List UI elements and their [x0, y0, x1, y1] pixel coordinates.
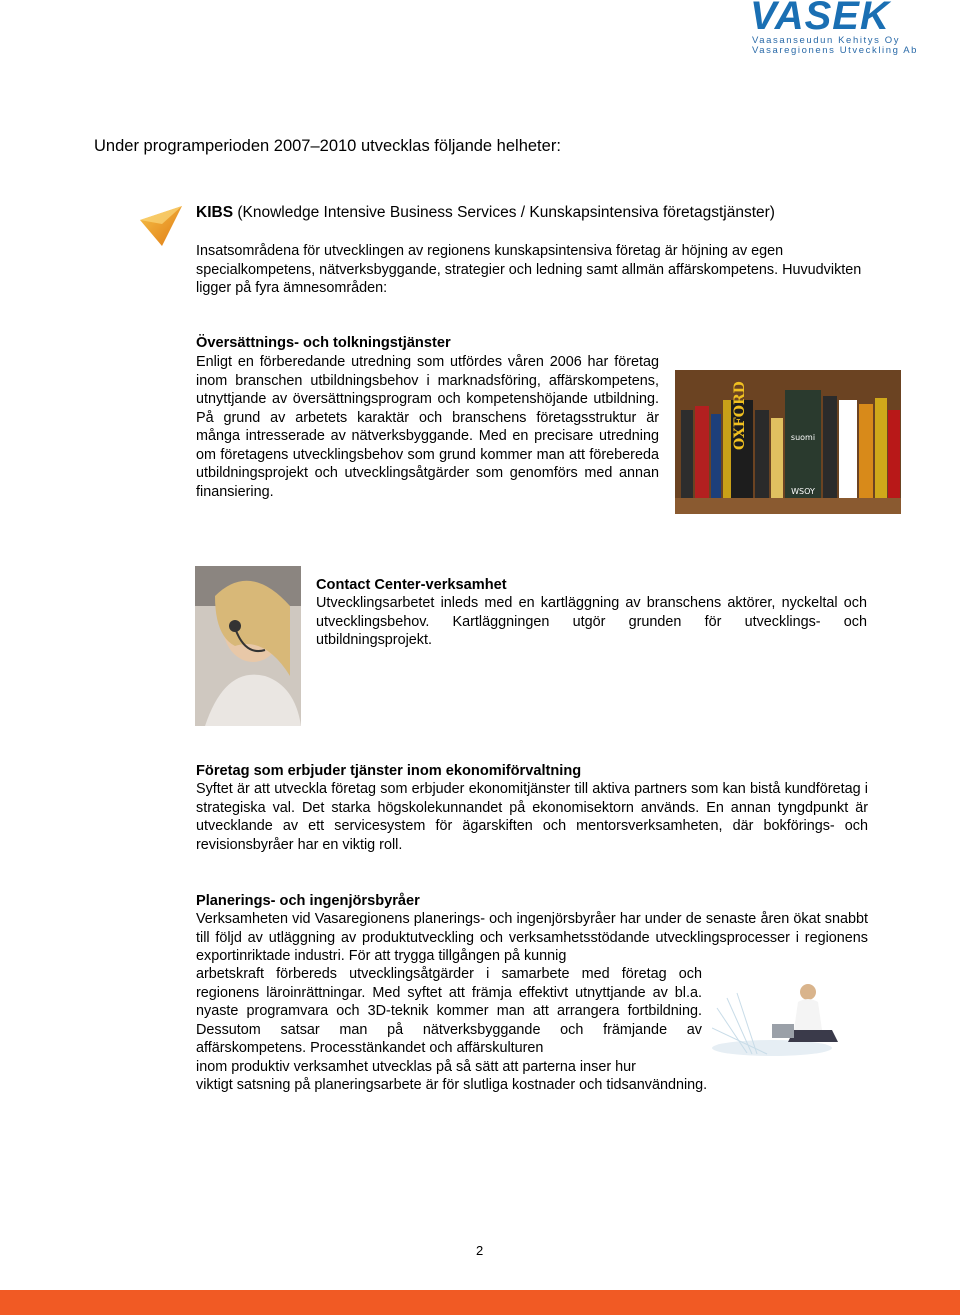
logo-wordmark: VASEK — [750, 0, 890, 38]
spine-wsoy: WSOY — [791, 487, 815, 496]
page-number: 2 — [476, 1243, 484, 1258]
planning-body-full: Verksamheten vid Vasaregionens planerings- och ingenjörsbyråer har under de senaste åren ökat snabbt till följd av utläggning av produktutveckling och verksamhetsstödande utvecklingsprocesser i regionens exportinriktade industri. För att trygga tillgången på kunnig — [196, 911, 868, 964]
logo-subtitle-fi: Vaasanseudun Kehitys Oy — [752, 35, 901, 46]
logo-subtitle-sv: Vasaregionens Utveckling Ab — [752, 45, 919, 56]
spine-oxford: OXFORD — [732, 381, 748, 450]
kibs-body: Insatsområdena för utvecklingen av regionens kunskapsintensiva företag är höjning av egen specialkompetens, nätverksbyggande, strategier och ledning samt allmän affärskompetens. Huvudvikten ligger på fyra ämnesområden: — [196, 243, 862, 296]
vasek-logo — [740, 0, 955, 58]
kibs-heading — [196, 204, 775, 222]
planning-title: Planerings- och ingenjörsbyråer — [196, 893, 420, 909]
laptop-man-photo — [712, 968, 862, 1060]
kibs-abbrev: KIBS — [196, 204, 234, 221]
footer-accent-bar — [0, 1290, 960, 1315]
books-image — [675, 370, 901, 514]
economy-body: Syftet är att utveckla företag som erbjuder ekonomitjänster till aktiva partners som kan bistå kundföretag i strategiska val. Det starka högskolekunnandet på ekonomisektorn används. En annan tyngdpunkt är utvecklande av ett servicesystem för ägarskiften och mentorsverksamheten, där bokförings- och revisionsbyråer har en viktig roll. — [196, 781, 868, 853]
economy-title: Företag som erbjuder tjänster inom ekonomiförvaltning — [196, 763, 582, 779]
translation-body: Enligt en förberedande utredning som utfördes våren 2006 har företag inom branschen utbildningsbehov i marknadsföring, affärskompetens, utnyttjande av översättningsprogram och kompetenshöjande utbildning. På grund av arbetets karaktär och branschens företagsstruktur är många intresserade av nätverksbyggande. Med en precisare utredning om företagens utvecklingsbehov som grund kommer man att förebereda utbildningsprojekt och utvecklingsåtgärder som genomförs med annan finansiering. — [196, 354, 659, 500]
intro-heading: Under programperioden 2007–2010 utvecklas följande helheter: — [94, 137, 561, 155]
orange-triangle-icon — [138, 204, 186, 248]
contact-body: Utvecklingsarbetet inleds med en kartläggning av branschens aktörer, nyckeltal och utvecklingsbehov. Kartläggningen utgör grunden för utvecklings- och utbildningsprojekt. — [316, 595, 867, 648]
planning-body-narrow: arbetskraft förbereds utvecklingsåtgärder i samarbete med företag och regionens läroinrättningar. Med syftet att främja effektivt utnyttjande av bl.a. nyaste programvara och 3D-teknik kommer man att arrangera fortbildning. Dessutom satsar man på nätverksbyggande och främjande av affärskompetens. Processtänkandet och affärskulturen — [196, 966, 702, 1056]
kibs-fullname: (Knowledge Intensive Business Services / Kunskapsintensiva företagstjänster) — [233, 204, 775, 221]
contact-title: Contact Center-verksamhet — [316, 577, 507, 593]
planning-body-end1: inom produktiv verksamhet utvecklas på så sätt att parterna inser hur — [196, 1059, 636, 1075]
translation-title: Översättnings- och tolkningstjänster — [196, 335, 451, 351]
planning-body-end2: viktigt satsning på planeringsarbete är för slutliga kostnader och tidsanvändning. — [196, 1077, 708, 1093]
spine-suomi: suomi — [790, 433, 816, 442]
headset-woman-photo — [195, 566, 301, 726]
